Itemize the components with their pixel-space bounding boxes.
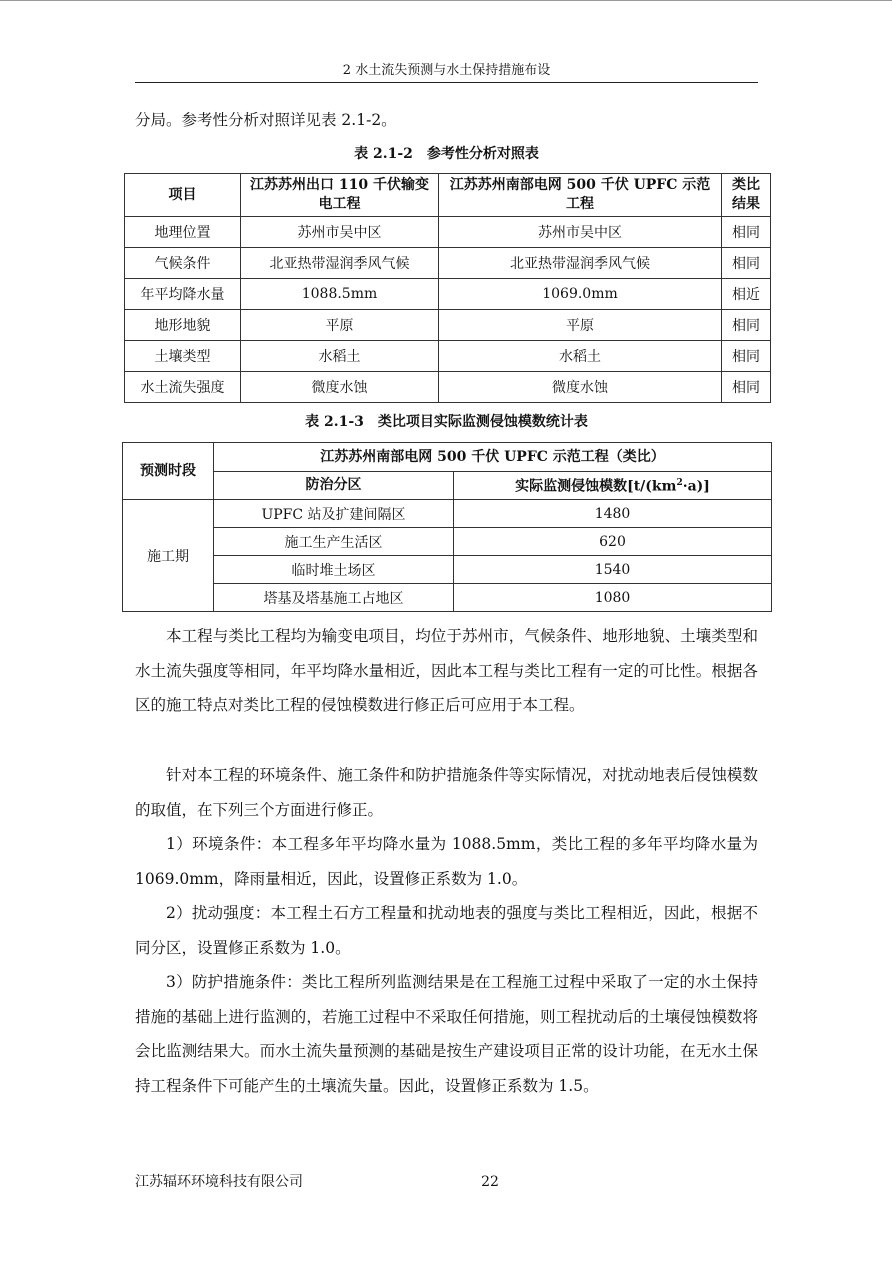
col-header-modulus: 实际监测侵蚀模数$[t/(km^2\cdot a)]$ xyxy=(454,472,772,500)
cell: 水稻土 xyxy=(241,341,439,372)
row-label: 地理位置 xyxy=(125,217,241,248)
cell: 北亚热带湿润季风气候 xyxy=(439,248,722,279)
zone-cell: UPFC 站及扩建间隔区 xyxy=(214,500,454,528)
cell: 相同 xyxy=(722,341,771,372)
modulus-cell: 1480 xyxy=(454,500,772,528)
paragraph-disturbance-intensity: 2）扰动强度：本工程土石方工程量和扰动地表的强度与类比工程相近，因此，根据不同分区，设置修正系数为 1.0。 xyxy=(135,904,758,957)
paragraph-intro: 分局。参考性分析对照详见表 2.1-2。 xyxy=(135,111,397,129)
period-cell: 施工期 xyxy=(123,500,214,612)
row-label: 气候条件 xyxy=(125,248,241,279)
col-header-project: 江苏苏州出口 110 千伏输变电工程 xyxy=(241,174,439,217)
modulus-cell: 620 xyxy=(454,528,772,556)
table-row xyxy=(123,500,772,528)
table-row xyxy=(123,584,772,612)
zone-cell: 临时堆土场区 xyxy=(214,556,454,584)
row-label: 土壤类型 xyxy=(125,341,241,372)
cell: 北亚热带湿润季风气候 xyxy=(241,248,439,279)
zone-cell: 塔基及塔基施工占地区 xyxy=(214,584,454,612)
col-header-period: 预测时段 xyxy=(123,443,214,500)
table-row xyxy=(125,279,771,310)
cell: 相同 xyxy=(722,217,771,248)
table-row xyxy=(125,248,771,279)
paragraph-correction-intro: 针对本工程的环境条件、施工条件和防护措施条件等实际情况，对扰动地表后侵蚀模数的取值，在下列三个方面进行修正。 xyxy=(135,766,758,819)
col-header-analog-project: 江苏苏州南部电网 500 千伏 UPFC 示范工程 xyxy=(439,174,722,217)
running-header: 2 水土流失预测与水土保持措施布设 xyxy=(342,63,551,78)
cell: 微度水蚀 xyxy=(439,372,722,403)
col-header-item: 项目 xyxy=(125,174,241,217)
col-header-analog-project: 江苏苏州南部电网 500 千伏 UPFC 示范工程（类比） xyxy=(214,443,772,472)
cell: 相同 xyxy=(722,310,771,341)
modulus-cell: 1540 xyxy=(454,556,772,584)
cell: 相同 xyxy=(722,372,771,403)
cell: 平原 xyxy=(241,310,439,341)
zone-cell: 施工生产生活区 xyxy=(214,528,454,556)
cell: 相近 xyxy=(722,279,771,310)
cell: 苏州市吴中区 xyxy=(439,217,722,248)
page-number: 22 xyxy=(481,1174,499,1190)
cell: 1069.0mm xyxy=(439,279,722,310)
cell: 平原 xyxy=(439,310,722,341)
paragraph-environment-condition: 1）环境条件：本工程多年平均降水量为 1088.5mm，类比工程的多年平均降水量为 1069.0mm，降雨量相近，因此，设置修正系数为 1.0。 xyxy=(135,835,758,888)
reference-comparison-table xyxy=(124,173,771,403)
cell: 苏州市吴中区 xyxy=(241,217,439,248)
paragraph-comparability: 本工程与类比工程均为输变电项目，均位于苏州市，气候条件、地形地貌、土壤类型和水土流失强度等相同，年平均降水量相近，因此本工程与类比工程有一定的可比性。根据各区的施工特点对类比工程的侵蚀模数进行修正后可应用于本工程。 xyxy=(135,627,758,714)
table-row xyxy=(125,310,771,341)
cell: 相同 xyxy=(722,248,771,279)
page-top-border xyxy=(0,0,892,1)
cell: 1088.5mm xyxy=(241,279,439,310)
row-label: 水土流失强度 xyxy=(125,372,241,403)
paragraph-protection-condition: 3）防护措施条件：类比工程所列监测结果是在工程施工过程中采取了一定的水土保持措施的基础上进行监测的，若施工过程中不采取任何措施，则工程扰动后的土壤侵蚀模数将会比监测结果大。而水土流失量预测的基础是按生产建设项目正常的设计功能，在无水土保持工程条件下可能产生的土壤流失量。因此，设置修正系数为 1.5。 xyxy=(135,973,758,1095)
modulus-cell: 1080 xyxy=(454,584,772,612)
table-2-1-2-caption: 表 2.1-2 参考性分析对照表 xyxy=(354,146,539,162)
cell: 水稻土 xyxy=(439,341,722,372)
table-2-1-3-caption: 表 2.1-3 类比项目实际监测侵蚀模数统计表 xyxy=(305,414,588,430)
header-rule xyxy=(135,82,758,83)
table-row xyxy=(123,528,772,556)
table-row xyxy=(125,217,771,248)
row-label: 年平均降水量 xyxy=(125,279,241,310)
table-row xyxy=(125,341,771,372)
col-header-result: 类比结果 xyxy=(722,174,771,217)
erosion-modulus-table xyxy=(122,442,772,612)
table-row xyxy=(123,556,772,584)
table-row xyxy=(125,372,771,403)
cell: 微度水蚀 xyxy=(241,372,439,403)
col-header-zone: 防治分区 xyxy=(214,472,454,500)
footer-company: 江苏辐环环境科技有限公司 xyxy=(135,1174,303,1190)
row-label: 地形地貌 xyxy=(125,310,241,341)
